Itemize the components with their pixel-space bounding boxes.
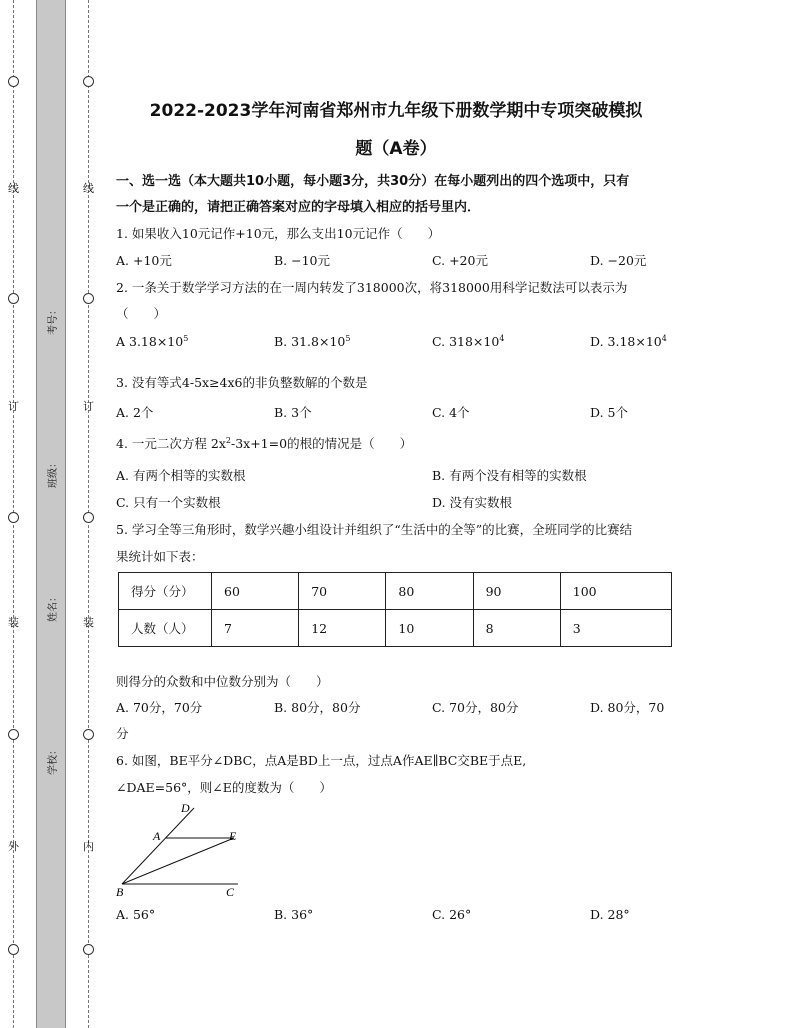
question-6-stem-line2: ∠DAE=56°，则∠E的度数为（ ） — [116, 780, 332, 795]
table-cell: 80 — [386, 573, 473, 610]
inner-char: 订 — [83, 400, 94, 413]
table-cell: 70 — [299, 573, 386, 610]
q2-option-d: D. $3.18\times 10^4$ — [590, 334, 667, 350]
q3-option-d: D. 5个 — [590, 405, 628, 420]
field-school: 学校： — [48, 745, 59, 775]
binding-hole — [8, 729, 19, 740]
question-5-stem: 5. 学习全等三角形时，数学兴趣小组设计并组织了“生活中的全等”的比赛，全班同学的比赛结 — [116, 522, 633, 537]
q5-option-b: B. 80分，80分 — [274, 700, 361, 715]
table-cell: 60 — [212, 573, 299, 610]
binding-hole — [83, 76, 94, 87]
field-class: 班级： — [48, 458, 59, 488]
table-row — [119, 610, 672, 647]
q3-option-a: A. 2个 — [116, 405, 154, 420]
section-header-line2: 一个是正确的，请把正确答案对应的字母填入相应的括号里内． — [116, 200, 481, 215]
table-cell: 3 — [560, 610, 671, 647]
question-5-query: 则得分的众数和中位数分别为（ ） — [116, 674, 329, 689]
question-5-stem-line2: 果统计如下表： — [116, 549, 204, 564]
label-d: D — [181, 801, 190, 815]
inner-char: 线 — [83, 182, 94, 195]
table-cell: 90 — [473, 573, 560, 610]
segment-be — [122, 838, 234, 884]
label-c: C — [226, 885, 235, 899]
outer-char: 外 — [8, 840, 19, 853]
label-b: B — [116, 885, 124, 899]
label-a: A — [153, 829, 161, 843]
question-6-stem: 6. 如图，BE平分∠DBC，点A是BD上一点，过点A作AE∥BC交BE于点E, — [116, 753, 527, 768]
q1-option-a: A. +10元 — [116, 253, 172, 268]
q1-option-b: B. −10元 — [274, 253, 331, 268]
page-title: 2022-2023学年河南省郑州市九年级下册数学期中专项突破模拟 — [149, 101, 643, 121]
q3-option-b: B. 3个 — [274, 405, 312, 420]
page-title-line2: 题（A卷） — [355, 139, 437, 159]
field-exam-number: 考号： — [48, 305, 59, 335]
q6-option-d: D. 28° — [590, 907, 630, 922]
section-header: 一、选一选（本大题共10小题，每小题3分，共30分）在每小题列出的四个选项中，只有 — [116, 174, 630, 189]
field-name: 姓名： — [48, 592, 59, 622]
geometry-figure — [112, 800, 244, 900]
q6-option-c: C. 26° — [432, 907, 472, 922]
question-3-stem: 3. 没有等式4-5x≥4x6的非负整数解的个数是 — [116, 375, 368, 390]
table-row — [119, 573, 672, 610]
table-cell: 8 — [473, 610, 560, 647]
table-cell: 7 — [212, 610, 299, 647]
binding-margin — [0, 0, 100, 1028]
inner-char: 装 — [83, 616, 94, 629]
q6-option-a: A. 56° — [116, 907, 156, 922]
binding-hole — [83, 729, 94, 740]
outer-char: 装 — [8, 616, 19, 629]
segment-bd — [122, 808, 194, 884]
q2-paren: （ ） — [116, 306, 167, 321]
q4-option-c: C. 只有一个实数根 — [116, 495, 221, 510]
q2-option-b: B. $31.8\times 10^5$ — [274, 334, 351, 350]
table-cell: 人数（人） — [119, 610, 212, 647]
q5-option-c: C. 70分，80分 — [432, 700, 519, 715]
question-1-stem: 1. 如果收入10元记作+10元，那么支出10元记作（ ） — [116, 226, 441, 241]
q3-option-c: C. 4个 — [432, 405, 470, 420]
question-4-stem: 4. 一元二次方程 $2x^2-3x+1=0$的根的情况是（ ） — [116, 435, 413, 451]
binding-hole — [83, 944, 94, 955]
q1-option-c: C. +20元 — [432, 253, 488, 268]
binding-hole — [8, 944, 19, 955]
binding-hole — [8, 76, 19, 87]
label-e: E — [229, 829, 237, 843]
gray-band — [36, 0, 66, 1028]
outer-char: 订 — [8, 400, 19, 413]
binding-hole — [83, 512, 94, 523]
table-cell: 12 — [299, 610, 386, 647]
question-2-stem: 2. 一条关于数学学习方法的在一周内转发了318000次，将318000用科学记数法可以表示为 — [116, 280, 628, 295]
table-cell: 10 — [386, 610, 473, 647]
inner-char: 内 — [83, 840, 94, 853]
table-cell: 得分（分） — [119, 573, 212, 610]
q4-option-a: A. 有两个相等的实数根 — [116, 468, 246, 483]
q6-option-b: B. 36° — [274, 907, 314, 922]
q2-option-c: C. $318\times 10^4$ — [432, 334, 505, 350]
q2-option-a: A $3.18\times 10^5$ — [116, 334, 189, 350]
q1-option-d: D. −20元 — [590, 253, 647, 268]
outer-char: 线 — [8, 182, 19, 195]
q4-option-d: D. 没有实数根 — [432, 495, 513, 510]
q5-option-d-continued: 分 — [116, 726, 129, 741]
q5-option-a: A. 70分，70分 — [116, 700, 203, 715]
q5-option-d: D. 80分，70 — [590, 700, 665, 715]
binding-hole — [83, 293, 94, 304]
table-cell: 100 — [560, 573, 671, 610]
score-table — [118, 572, 672, 647]
binding-hole — [8, 512, 19, 523]
q4-option-b: B. 有两个没有相等的实数根 — [432, 468, 587, 483]
binding-hole — [8, 293, 19, 304]
